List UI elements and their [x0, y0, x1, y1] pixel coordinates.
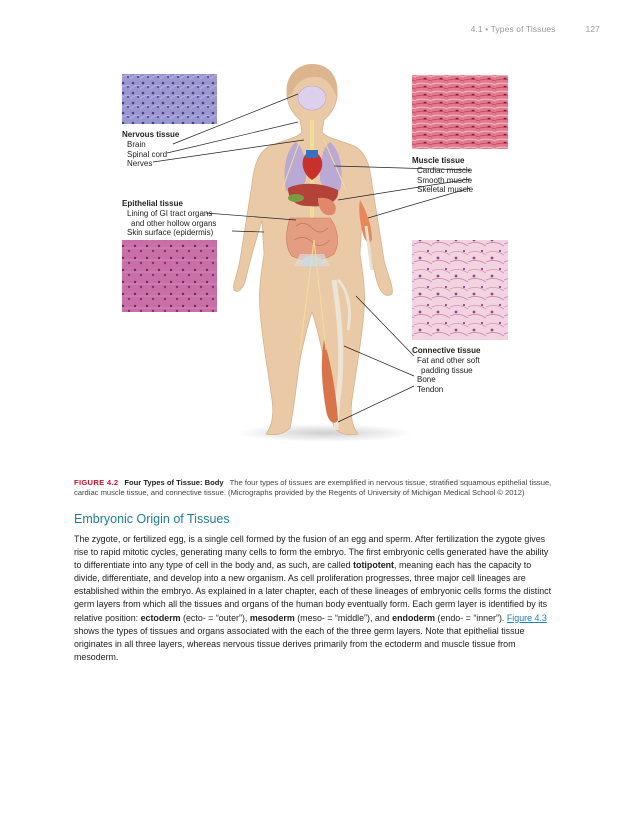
connective-micrograph: [412, 240, 508, 340]
connective-item-padding: padding tissue: [421, 365, 473, 375]
figure-caption: [74, 478, 552, 498]
paragraph-part-3: (ecto- = “outer”),: [180, 612, 250, 623]
term-mesoderm: mesoderm: [249, 612, 295, 623]
figure-4-3-link[interactable]: Figure 4.3: [506, 612, 547, 623]
figure-4-2: [0, 50, 630, 470]
nervous-tissue-heading: Nervous tissue: [122, 130, 180, 139]
connective-item-fat: Fat and other soft: [417, 355, 480, 365]
epithelial-tissue-heading: Epithelial tissue: [122, 199, 183, 208]
connective-tissue-label: [412, 346, 480, 395]
figure-label: FIGURE 4.2: [74, 478, 119, 487]
paragraph-part-2: , meaning each has the capacity to divide, differentiate, and develop into a new organism. As cell proliferation progresses, three major cell lineages are established within the embryo. As explained in a later chapter, each of these lineages of embryonic cells forms the distinct germ layers from which all the tissues and organs of the human body eventually form. Each germ layer is identified by its relative position:: [74, 560, 552, 623]
epithelial-micrograph: [122, 240, 217, 312]
paragraph-part-4: (meso- = “middle”), and: [294, 612, 393, 623]
figure-caption-text: The four types of tissues are exemplified in nervous tissue, stratified squamous epithelial tissue, cardiac muscle tissue, and connective tissue. (Micrographs provided by the Regents of University of Michigan Medical School © 2012): [74, 478, 552, 498]
nervous-micrograph: [122, 74, 217, 124]
connective-item-bone: Bone: [417, 375, 436, 385]
figure-shadow: [237, 424, 413, 442]
muscle-tissue-label: [412, 156, 473, 195]
nervous-item-nerves: Nerves: [127, 159, 153, 169]
epithelial-item-gi-lining: Lining of GI tract organs: [127, 208, 213, 218]
gallbladder-shape: [288, 194, 304, 202]
figure-title: Four Types of Tissue: Body: [124, 478, 224, 487]
nervous-tissue-label: [122, 130, 179, 169]
body-illustration: [0, 50, 630, 470]
vessel-shape: [306, 150, 318, 158]
section-title: Embryonic Origin of Tissues: [74, 512, 230, 526]
muscle-item-smooth: Smooth muscle: [417, 175, 473, 185]
running-head: [471, 24, 600, 34]
connective-item-tendon: Tendon: [417, 385, 444, 395]
term-endoderm: endoderm: [392, 612, 436, 623]
muscle-item-cardiac: Cardiac muscle: [417, 165, 473, 175]
epithelial-item-skin: Skin surface (epidermis): [127, 228, 214, 238]
body-paragraph: [74, 533, 556, 664]
nervous-item-brain: Brain: [127, 139, 146, 149]
page-number: 127: [585, 24, 600, 34]
paragraph-part-5: (endo- = “inner”).: [435, 612, 507, 623]
term-totipotent: totipotent: [353, 560, 395, 571]
muscle-item-skeletal: Skeletal muscle: [417, 185, 474, 195]
connective-tissue-heading: Connective tissue: [412, 346, 481, 355]
epithelial-tissue-label: [122, 199, 216, 238]
running-head-section: 4.1 • Types of Tissues: [470, 24, 556, 34]
epithelial-item-hollow-organs: and other hollow organs: [131, 218, 217, 228]
brain-shape: [298, 86, 326, 110]
paragraph-part-1: The zygote, or fertilized egg, is a single cell formed by the fusion of an egg and sperm. After fertilization the zygote gives rise to rapid mitotic cycles, generating many cells to form the embryo. The first embryonic cells generated have the ability to differentiate into any type of cell in the body and, as such, are called: [74, 534, 549, 571]
paragraph-part-6: shows the types of tissues and organs associated with the each of the three germ layers. Note that epithelial tissue originates in all three layers, whereas nervous tissue derives primarily from the ectoderm and muscle tissue from mesoderm.: [74, 625, 525, 662]
nervous-item-spinal-cord: Spinal cord: [127, 149, 168, 159]
term-ectoderm: ectoderm: [140, 612, 181, 623]
muscle-tissue-heading: Muscle tissue: [412, 156, 465, 165]
muscle-micrograph: [412, 75, 508, 149]
